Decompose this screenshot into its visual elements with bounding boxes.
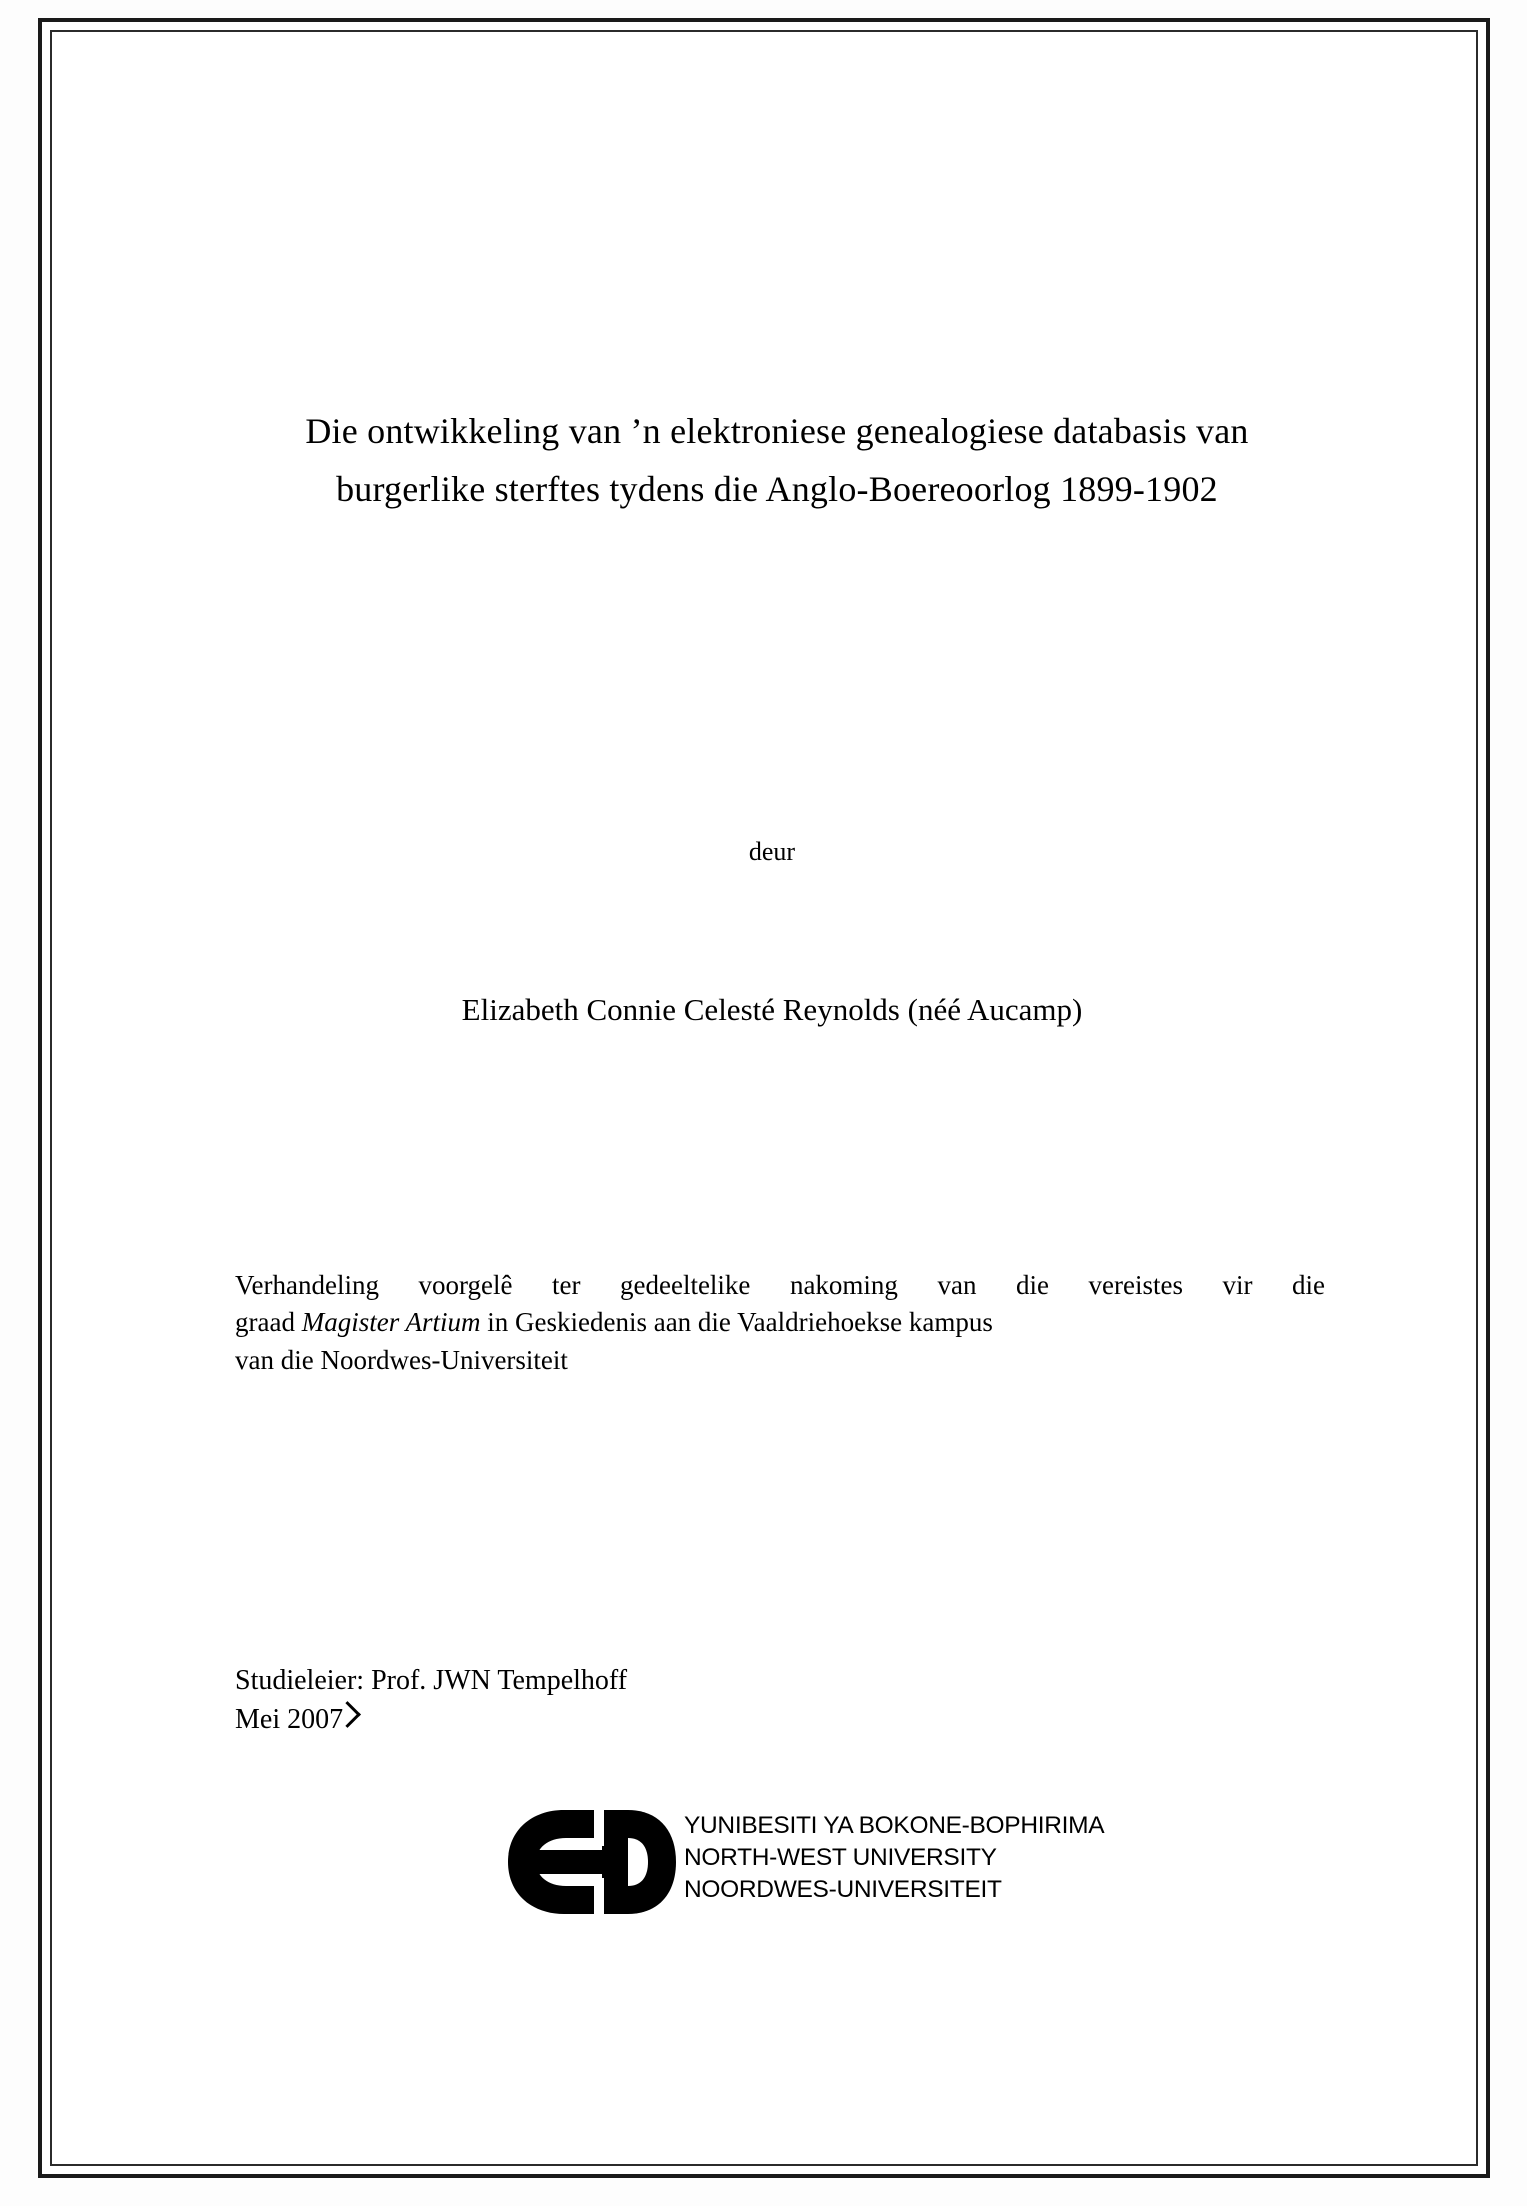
university-logo	[502, 1802, 1202, 1922]
logo-line-afrikaans: NOORDWES-UNIVERSITEIT	[684, 1875, 1002, 1903]
north-west-university-logo-icon	[502, 1806, 677, 1918]
date-line: Mei 2007	[235, 1703, 344, 1735]
degree-statement-line-2	[235, 1304, 1325, 1341]
author-name: Elizabeth Connie Celesté Reynolds (néé Aucamp)	[461, 992, 1083, 1027]
degree-statement	[235, 1267, 1325, 1379]
degree-statement-line-1: Verhandeling voorgelê ter gedeeltelike nakoming van die vereistes vir die	[235, 1270, 1325, 1300]
title-line-1: Die ontwikkeling van ’n elektroniese genealogiese databasis van	[305, 411, 1249, 451]
degree-statement-line-2-after: in Geskiedenis aan die Vaaldriehoekse kampus	[480, 1307, 993, 1338]
university-logo-text	[684, 1810, 1104, 1906]
degree-statement-line-2-before: graad	[235, 1307, 302, 1338]
logo-line-setswana: YUNIBESITI YA BOKONE-BOPHIRIMA	[684, 1812, 1105, 1839]
degree-statement-line-3: van die Noordwes-Universiteit	[235, 1344, 568, 1375]
logo-line-english: NORTH-WEST UNIVERSITY	[684, 1843, 997, 1871]
supervisor-block	[235, 1662, 1135, 1739]
page-title	[222, 402, 1332, 519]
date-line-wrap	[235, 1701, 343, 1740]
title-line-2: burgerlike sterftes tydens die Anglo-Boereoorlog 1899-1902	[336, 469, 1218, 510]
supervisor-line: Studieleier: Prof. JWN Tempelhoff	[235, 1665, 628, 1696]
page-border-outer	[38, 18, 1490, 2178]
byline-label: deur	[748, 837, 796, 866]
degree-name-italic: Magister Artium	[301, 1307, 481, 1338]
page-content	[192, 62, 1352, 2122]
